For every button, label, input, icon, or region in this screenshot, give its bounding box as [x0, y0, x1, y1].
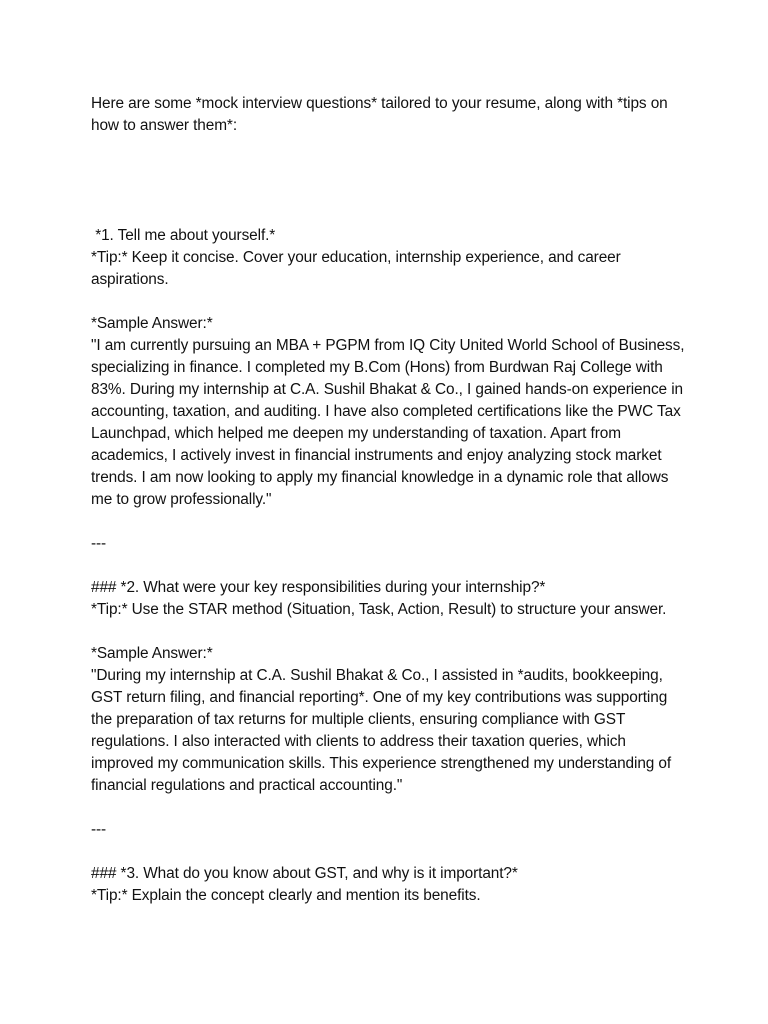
tip-2: *Tip:* Use the STAR method (Situation, Task, Action, Result) to structure your answer.	[91, 601, 667, 618]
spacer	[91, 291, 691, 313]
spacer	[91, 621, 691, 643]
tip-1: *Tip:* Keep it concise. Cover your education, internship experience, and career aspirations.	[91, 249, 625, 288]
question-3: ### *3. What do you know about GST, and why is it important?*	[91, 865, 518, 882]
sample-answer-2: "During my internship at C.A. Sushil Bhakat & Co., I assisted in *audits, bookkeeping, GST return filing, and financial reporting*. One of my key contributions was supporting the preparation of tax returns for multiple clients, ensuring compliance with GST regulations. I also interacted with clients to address their taxation queries, which improved my communication skills. This experience strengthened my understanding of financial regulations and practical accounting."	[91, 667, 676, 794]
sample-answer-heading-1: *Sample Answer:*	[91, 315, 213, 332]
intro-paragraph: Here are some *mock interview questions* tailored to your resume, along with *tips on how to answer them*:	[91, 95, 672, 134]
document-body	[91, 93, 691, 907]
sample-answer-1: "I am currently pursuing an MBA + PGPM from IQ City United World School of Business, specializing in finance. I completed my B.Com (Hons) from Burdwan Raj College with 83%. During my internship at C.A. Sushil Bhakat & Co., I gained hands-on experience in accounting, taxation, and auditing. I have also completed certifications like the PWC Tax Launchpad, which helped me deepen my understanding of taxation. Apart from academics, I actively invest in financial instruments and enjoy analyzing stock market trends. I am now looking to apply my financial knowledge in a dynamic role that allows me to grow professionally."	[91, 337, 689, 508]
spacer	[91, 797, 691, 819]
separator-2: ---	[91, 821, 107, 838]
spacer	[91, 841, 691, 863]
spacer	[91, 511, 691, 533]
question-2: ### *2. What were your key responsibilities during your internship?*	[91, 579, 546, 596]
question-1: *1. Tell me about yourself.*	[91, 227, 276, 244]
sample-answer-heading-2: *Sample Answer:*	[91, 645, 213, 662]
spacer	[91, 555, 691, 577]
spacer	[91, 137, 691, 225]
separator-1: ---	[91, 535, 107, 552]
tip-3: *Tip:* Explain the concept clearly and mention its benefits.	[91, 887, 481, 904]
